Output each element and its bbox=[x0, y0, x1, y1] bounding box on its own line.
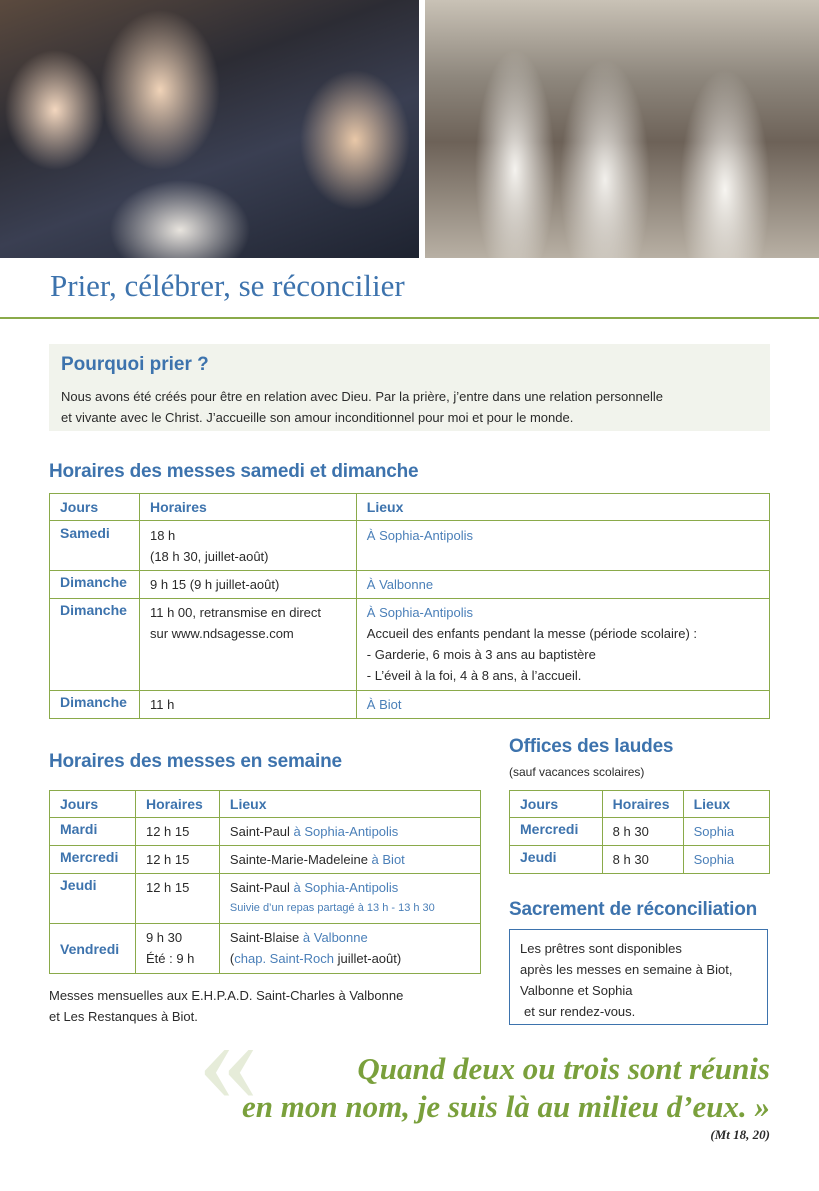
why-pray-box bbox=[49, 344, 770, 431]
weekday-masses-heading: Horaires des messes en semaine bbox=[49, 751, 342, 772]
column-header: Jours bbox=[510, 791, 603, 818]
lauds-subnote: (sauf vacances scolaires) bbox=[509, 765, 645, 779]
weekend-masses-table bbox=[49, 493, 770, 719]
location-link[interactable]: chap. Saint-Roch bbox=[234, 951, 334, 966]
scripture-reference: (Mt 18, 20) bbox=[710, 1127, 770, 1142]
location-link[interactable]: À Biot bbox=[356, 691, 769, 719]
column-header: Lieux bbox=[356, 494, 769, 521]
title-divider bbox=[0, 317, 819, 319]
table-row: Jeudi 12 h 15 Saint-Paul à Sophia-Antipolis Suivie d’un repas partagé à 13 h - 13 h 30 bbox=[50, 874, 481, 924]
column-header: Lieux bbox=[219, 791, 480, 818]
weekend-masses-heading: Horaires des messes samedi et dimanche bbox=[49, 461, 419, 482]
weekday-masses-table bbox=[49, 790, 481, 974]
first-communion-photo bbox=[425, 0, 819, 258]
column-header: Horaires bbox=[602, 791, 683, 818]
why-pray-heading: Pourquoi prier ? bbox=[61, 354, 209, 375]
table-row: Mercredi 12 h 15 Sainte-Marie-Madeleine à Biot bbox=[50, 846, 481, 874]
table-header-row bbox=[510, 791, 770, 818]
table-row: Dimanche 9 h 15 (9 h juillet-août) À Valbonne bbox=[50, 571, 770, 599]
location-link[interactable]: Sophia bbox=[683, 846, 769, 874]
monthly-masses-note: Messes mensuelles aux E.H.P.A.D. Saint-Charles à Valbonne et Les Restanques à Biot. bbox=[49, 988, 404, 1024]
location-link[interactable]: à Sophia-Antipolis bbox=[293, 880, 399, 895]
header-photos bbox=[0, 0, 819, 258]
quote-mark-decoration: « bbox=[198, 993, 258, 1126]
location-link[interactable]: À Sophia-Antipolis bbox=[366, 605, 474, 620]
shared-meal-note: Suivie d’un repas partagé à 13 h - 13 h 30 bbox=[229, 902, 435, 914]
table-row: Jeudi 8 h 30 Sophia bbox=[510, 846, 770, 874]
location-link[interactable]: À Sophia-Antipolis bbox=[356, 521, 769, 571]
column-header: Horaires bbox=[139, 494, 356, 521]
why-pray-text: Nous avons été créés pour être en relation avec Dieu. Par la prière, j’entre dans une relation personnelle et vivante avec le Christ. J’accueille son amour inconditionnel pour moi et pour le monde. bbox=[61, 389, 663, 425]
location-link[interactable]: Sophia bbox=[683, 818, 769, 846]
table-row: Dimanche 11 h 00, retransmise en direct sur www.ndsagesse.com À Sophia-Antipolis Accueil des enfants pendant la messe (période scolaire) : - Garderie, 6 mois à 3 ans au baptistère - L’éveil à la foi, 4 à 8 ans, à l’accueil. bbox=[50, 599, 770, 691]
column-header: Jours bbox=[50, 791, 136, 818]
table-header-row bbox=[50, 791, 481, 818]
table-row: Samedi 18 h (18 h 30, juillet-août) À Sophia-Antipolis bbox=[50, 521, 770, 571]
table-header-row bbox=[50, 494, 770, 521]
column-header: Horaires bbox=[135, 791, 219, 818]
table-row: Mercredi 8 h 30 Sophia bbox=[510, 818, 770, 846]
location-link[interactable]: à Biot bbox=[371, 852, 405, 867]
column-header: Jours bbox=[50, 494, 140, 521]
reconciliation-heading: Sacrement de réconciliation bbox=[509, 899, 758, 920]
reconciliation-box: Les prêtres sont disponibles après les messes en semaine à Biot, Valbonne et Sophia et sur rendez-vous. bbox=[509, 929, 768, 1025]
scripture-quote: Quand deux ou trois sont réunis en mon nom, je suis là au milieu d’eux. » bbox=[242, 1051, 770, 1124]
lauds-table bbox=[509, 790, 770, 874]
location-link[interactable]: À Valbonne bbox=[356, 571, 769, 599]
congregation-photo bbox=[0, 0, 419, 258]
location-link[interactable]: à Valbonne bbox=[302, 930, 368, 945]
column-header: Lieux bbox=[683, 791, 769, 818]
table-row: Vendredi 9 h 30 Été : 9 h Saint-Blaise à Valbonne (chap. Saint-Roch juillet-août) bbox=[50, 924, 481, 974]
table-row: Mardi 12 h 15 Saint-Paul à Sophia-Antipolis bbox=[50, 818, 481, 846]
page-title: Prier, célébrer, se réconcilier bbox=[50, 268, 405, 303]
lauds-heading: Offices des laudes bbox=[509, 736, 674, 757]
table-row: Dimanche 11 h À Biot bbox=[50, 691, 770, 719]
location-link[interactable]: à Sophia-Antipolis bbox=[293, 824, 399, 839]
